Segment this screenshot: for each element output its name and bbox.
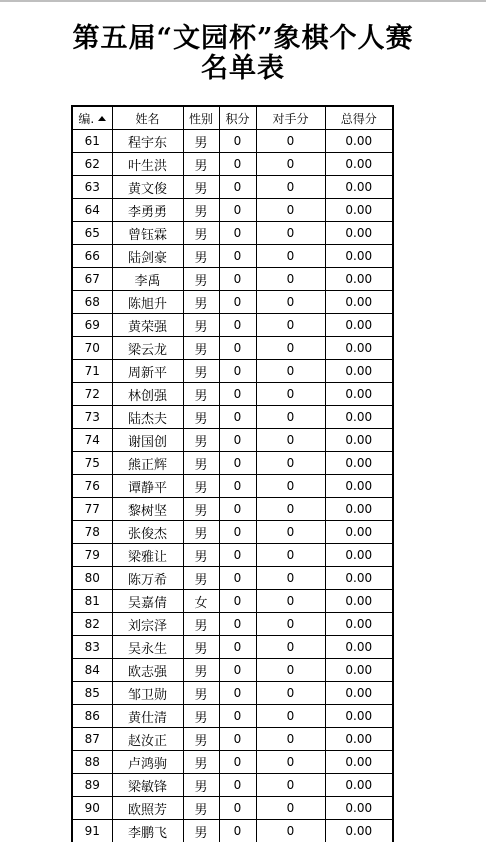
table-row (72, 682, 393, 705)
cell-player-name: 谢国创 (112, 429, 183, 452)
cell-opponent-points: 0 (256, 153, 325, 176)
table-row (72, 498, 393, 521)
cell-number: 73 (72, 406, 112, 429)
table-row (72, 199, 393, 222)
cell-sex: 男 (183, 544, 219, 567)
table-row (72, 360, 393, 383)
cell-opponent-points: 0 (256, 521, 325, 544)
cell-number: 81 (72, 590, 112, 613)
cell-opponent-points: 0 (256, 498, 325, 521)
cell-player-name: 陈万希 (112, 567, 183, 590)
cell-total-score: 0.00 (325, 567, 393, 590)
cell-player-name: 黄仕清 (112, 705, 183, 728)
cell-sex: 男 (183, 452, 219, 475)
cell-points: 0 (219, 751, 256, 774)
cell-opponent-points: 0 (256, 130, 325, 153)
cell-total-score: 0.00 (325, 705, 393, 728)
cell-sex: 男 (183, 774, 219, 797)
cell-points: 0 (219, 314, 256, 337)
cell-total-score: 0.00 (325, 360, 393, 383)
cell-opponent-points: 0 (256, 613, 325, 636)
cell-points: 0 (219, 636, 256, 659)
cell-opponent-points: 0 (256, 705, 325, 728)
cell-sex: 男 (183, 498, 219, 521)
cell-points: 0 (219, 153, 256, 176)
cell-sex: 男 (183, 613, 219, 636)
cell-points: 0 (219, 521, 256, 544)
cell-sex: 男 (183, 245, 219, 268)
cell-points: 0 (219, 682, 256, 705)
cell-number: 67 (72, 268, 112, 291)
cell-player-name: 黄荣强 (112, 314, 183, 337)
cell-sex: 男 (183, 429, 219, 452)
cell-number: 85 (72, 682, 112, 705)
cell-opponent-points: 0 (256, 337, 325, 360)
cell-total-score: 0.00 (325, 176, 393, 199)
cell-number: 78 (72, 521, 112, 544)
cell-points: 0 (219, 406, 256, 429)
cell-player-name: 赵汝正 (112, 728, 183, 751)
cell-points: 0 (219, 360, 256, 383)
table-header-row (72, 106, 393, 130)
cell-player-name: 卢鸿驹 (112, 751, 183, 774)
table-row (72, 544, 393, 567)
cell-number: 79 (72, 544, 112, 567)
cell-opponent-points: 0 (256, 659, 325, 682)
cell-total-score: 0.00 (325, 429, 393, 452)
cell-sex: 男 (183, 567, 219, 590)
table-row (72, 475, 393, 498)
cell-sex: 男 (183, 153, 219, 176)
cell-number: 71 (72, 360, 112, 383)
cell-points: 0 (219, 659, 256, 682)
cell-total-score: 0.00 (325, 751, 393, 774)
cell-total-score: 0.00 (325, 130, 393, 153)
cell-opponent-points: 0 (256, 176, 325, 199)
table-row (72, 406, 393, 429)
cell-total-score: 0.00 (325, 521, 393, 544)
cell-total-score: 0.00 (325, 337, 393, 360)
cell-points: 0 (219, 452, 256, 475)
cell-opponent-points: 0 (256, 567, 325, 590)
cell-points: 0 (219, 199, 256, 222)
column-header-name[interactable]: 姓名 (112, 106, 183, 130)
cell-total-score: 0.00 (325, 498, 393, 521)
cell-total-score: 0.00 (325, 659, 393, 682)
table-row (72, 176, 393, 199)
cell-opponent-points: 0 (256, 406, 325, 429)
cell-total-score: 0.00 (325, 314, 393, 337)
cell-sex: 男 (183, 176, 219, 199)
cell-points: 0 (219, 429, 256, 452)
cell-opponent-points: 0 (256, 314, 325, 337)
cell-number: 86 (72, 705, 112, 728)
cell-sex: 男 (183, 222, 219, 245)
table-row (72, 222, 393, 245)
cell-sex: 男 (183, 314, 219, 337)
cell-opponent-points: 0 (256, 797, 325, 820)
cell-number: 74 (72, 429, 112, 452)
cell-sex: 男 (183, 797, 219, 820)
cell-opponent-points: 0 (256, 475, 325, 498)
cell-total-score: 0.00 (325, 222, 393, 245)
cell-player-name: 陈旭升 (112, 291, 183, 314)
cell-sex: 男 (183, 705, 219, 728)
cell-points: 0 (219, 337, 256, 360)
cell-points: 0 (219, 567, 256, 590)
cell-opponent-points: 0 (256, 544, 325, 567)
cell-total-score: 0.00 (325, 728, 393, 751)
cell-points: 0 (219, 383, 256, 406)
cell-sex: 男 (183, 728, 219, 751)
table-row (72, 383, 393, 406)
cell-player-name: 陆杰夫 (112, 406, 183, 429)
cell-number: 65 (72, 222, 112, 245)
table-row (72, 314, 393, 337)
cell-player-name: 吴嘉倩 (112, 590, 183, 613)
cell-total-score: 0.00 (325, 636, 393, 659)
cell-number: 64 (72, 199, 112, 222)
cell-total-score: 0.00 (325, 245, 393, 268)
cell-player-name: 黎树坚 (112, 498, 183, 521)
cell-player-name: 李禹 (112, 268, 183, 291)
cell-number: 90 (72, 797, 112, 820)
cell-player-name: 梁云龙 (112, 337, 183, 360)
cell-opponent-points: 0 (256, 222, 325, 245)
table-row (72, 521, 393, 544)
column-header-number[interactable] (72, 106, 112, 130)
cell-points: 0 (219, 245, 256, 268)
cell-total-score: 0.00 (325, 153, 393, 176)
cell-sex: 男 (183, 268, 219, 291)
cell-opponent-points: 0 (256, 590, 325, 613)
cell-total-score: 0.00 (325, 452, 393, 475)
cell-sex: 男 (183, 659, 219, 682)
cell-points: 0 (219, 820, 256, 842)
cell-number: 83 (72, 636, 112, 659)
cell-total-score: 0.00 (325, 199, 393, 222)
cell-opponent-points: 0 (256, 268, 325, 291)
sort-ascending-icon[interactable] (98, 116, 106, 121)
table-row (72, 153, 393, 176)
cell-total-score: 0.00 (325, 590, 393, 613)
cell-total-score: 0.00 (325, 544, 393, 567)
cell-points: 0 (219, 222, 256, 245)
cell-player-name: 吴永生 (112, 636, 183, 659)
cell-player-name: 梁雅让 (112, 544, 183, 567)
cell-total-score: 0.00 (325, 475, 393, 498)
table-row (72, 291, 393, 314)
table-row (72, 613, 393, 636)
cell-sex: 男 (183, 682, 219, 705)
cell-number: 70 (72, 337, 112, 360)
column-header-opponent-points[interactable]: 对手分 (256, 106, 325, 130)
page-subtitle: 名单表 (201, 53, 285, 84)
table-row (72, 705, 393, 728)
column-header-number-label: 编. (78, 111, 95, 126)
table-row (72, 590, 393, 613)
cell-number: 82 (72, 613, 112, 636)
cell-player-name: 周新平 (112, 360, 183, 383)
cell-sex: 男 (183, 130, 219, 153)
cell-number: 69 (72, 314, 112, 337)
table-row (72, 797, 393, 820)
cell-number: 76 (72, 475, 112, 498)
table-row (72, 659, 393, 682)
cell-sex: 男 (183, 337, 219, 360)
cell-points: 0 (219, 797, 256, 820)
cell-number: 89 (72, 774, 112, 797)
column-header-total-score[interactable]: 总得分 (325, 106, 393, 130)
cell-number: 80 (72, 567, 112, 590)
cell-points: 0 (219, 291, 256, 314)
cell-player-name: 李勇勇 (112, 199, 183, 222)
cell-player-name: 李鹏飞 (112, 820, 183, 842)
cell-sex: 女 (183, 590, 219, 613)
table-row (72, 337, 393, 360)
cell-opponent-points: 0 (256, 636, 325, 659)
cell-total-score: 0.00 (325, 682, 393, 705)
cell-player-name: 曾钰霖 (112, 222, 183, 245)
cell-player-name: 刘宗泽 (112, 613, 183, 636)
cell-points: 0 (219, 613, 256, 636)
cell-number: 87 (72, 728, 112, 751)
cell-number: 77 (72, 498, 112, 521)
cell-number: 72 (72, 383, 112, 406)
cell-player-name: 陆剑豪 (112, 245, 183, 268)
table-row (72, 751, 393, 774)
cell-player-name: 邹卫勋 (112, 682, 183, 705)
cell-number: 75 (72, 452, 112, 475)
column-header-sex[interactable]: 性别 (183, 106, 219, 130)
cell-opponent-points: 0 (256, 751, 325, 774)
cell-opponent-points: 0 (256, 728, 325, 751)
table-row (72, 130, 393, 153)
cell-number: 62 (72, 153, 112, 176)
table-row (72, 452, 393, 475)
cell-sex: 男 (183, 199, 219, 222)
cell-points: 0 (219, 774, 256, 797)
cell-total-score: 0.00 (325, 820, 393, 842)
cell-number: 66 (72, 245, 112, 268)
cell-number: 61 (72, 130, 112, 153)
cell-number: 91 (72, 820, 112, 842)
cell-sex: 男 (183, 383, 219, 406)
cell-points: 0 (219, 475, 256, 498)
cell-player-name: 欧照芳 (112, 797, 183, 820)
cell-player-name: 林创强 (112, 383, 183, 406)
cell-total-score: 0.00 (325, 291, 393, 314)
cell-points: 0 (219, 728, 256, 751)
column-header-points[interactable]: 积分 (219, 106, 256, 130)
cell-points: 0 (219, 176, 256, 199)
cell-total-score: 0.00 (325, 774, 393, 797)
cell-points: 0 (219, 544, 256, 567)
cell-player-name: 谭静平 (112, 475, 183, 498)
cell-number: 84 (72, 659, 112, 682)
cell-opponent-points: 0 (256, 682, 325, 705)
cell-points: 0 (219, 130, 256, 153)
cell-opponent-points: 0 (256, 199, 325, 222)
cell-sex: 男 (183, 360, 219, 383)
table-body (72, 130, 393, 842)
cell-player-name: 欧志强 (112, 659, 183, 682)
cell-sex: 男 (183, 406, 219, 429)
top-divider (0, 0, 486, 2)
cell-number: 68 (72, 291, 112, 314)
cell-opponent-points: 0 (256, 291, 325, 314)
cell-sex: 男 (183, 820, 219, 842)
cell-opponent-points: 0 (256, 774, 325, 797)
cell-points: 0 (219, 268, 256, 291)
cell-opponent-points: 0 (256, 360, 325, 383)
cell-total-score: 0.00 (325, 797, 393, 820)
cell-opponent-points: 0 (256, 452, 325, 475)
cell-sex: 男 (183, 475, 219, 498)
cell-points: 0 (219, 498, 256, 521)
cell-points: 0 (219, 705, 256, 728)
cell-total-score: 0.00 (325, 613, 393, 636)
cell-points: 0 (219, 590, 256, 613)
cell-player-name: 黄文俊 (112, 176, 183, 199)
table-row (72, 245, 393, 268)
cell-player-name: 程宇东 (112, 130, 183, 153)
table-row (72, 774, 393, 797)
cell-opponent-points: 0 (256, 820, 325, 842)
cell-number: 63 (72, 176, 112, 199)
table-row (72, 820, 393, 842)
table-row (72, 728, 393, 751)
cell-sex: 男 (183, 636, 219, 659)
cell-sex: 男 (183, 751, 219, 774)
page-title: 第五届“文园杯”象棋个人赛 (72, 23, 414, 54)
cell-number: 88 (72, 751, 112, 774)
cell-opponent-points: 0 (256, 429, 325, 452)
cell-total-score: 0.00 (325, 406, 393, 429)
table-row (72, 429, 393, 452)
table-row (72, 268, 393, 291)
cell-opponent-points: 0 (256, 383, 325, 406)
player-roster-table (71, 105, 394, 842)
cell-total-score: 0.00 (325, 383, 393, 406)
cell-sex: 男 (183, 291, 219, 314)
cell-player-name: 梁敏锋 (112, 774, 183, 797)
cell-sex: 男 (183, 521, 219, 544)
cell-opponent-points: 0 (256, 245, 325, 268)
cell-player-name: 张俊杰 (112, 521, 183, 544)
cell-player-name: 叶生洪 (112, 153, 183, 176)
cell-player-name: 熊正辉 (112, 452, 183, 475)
cell-total-score: 0.00 (325, 268, 393, 291)
table-row (72, 567, 393, 590)
table-row (72, 636, 393, 659)
